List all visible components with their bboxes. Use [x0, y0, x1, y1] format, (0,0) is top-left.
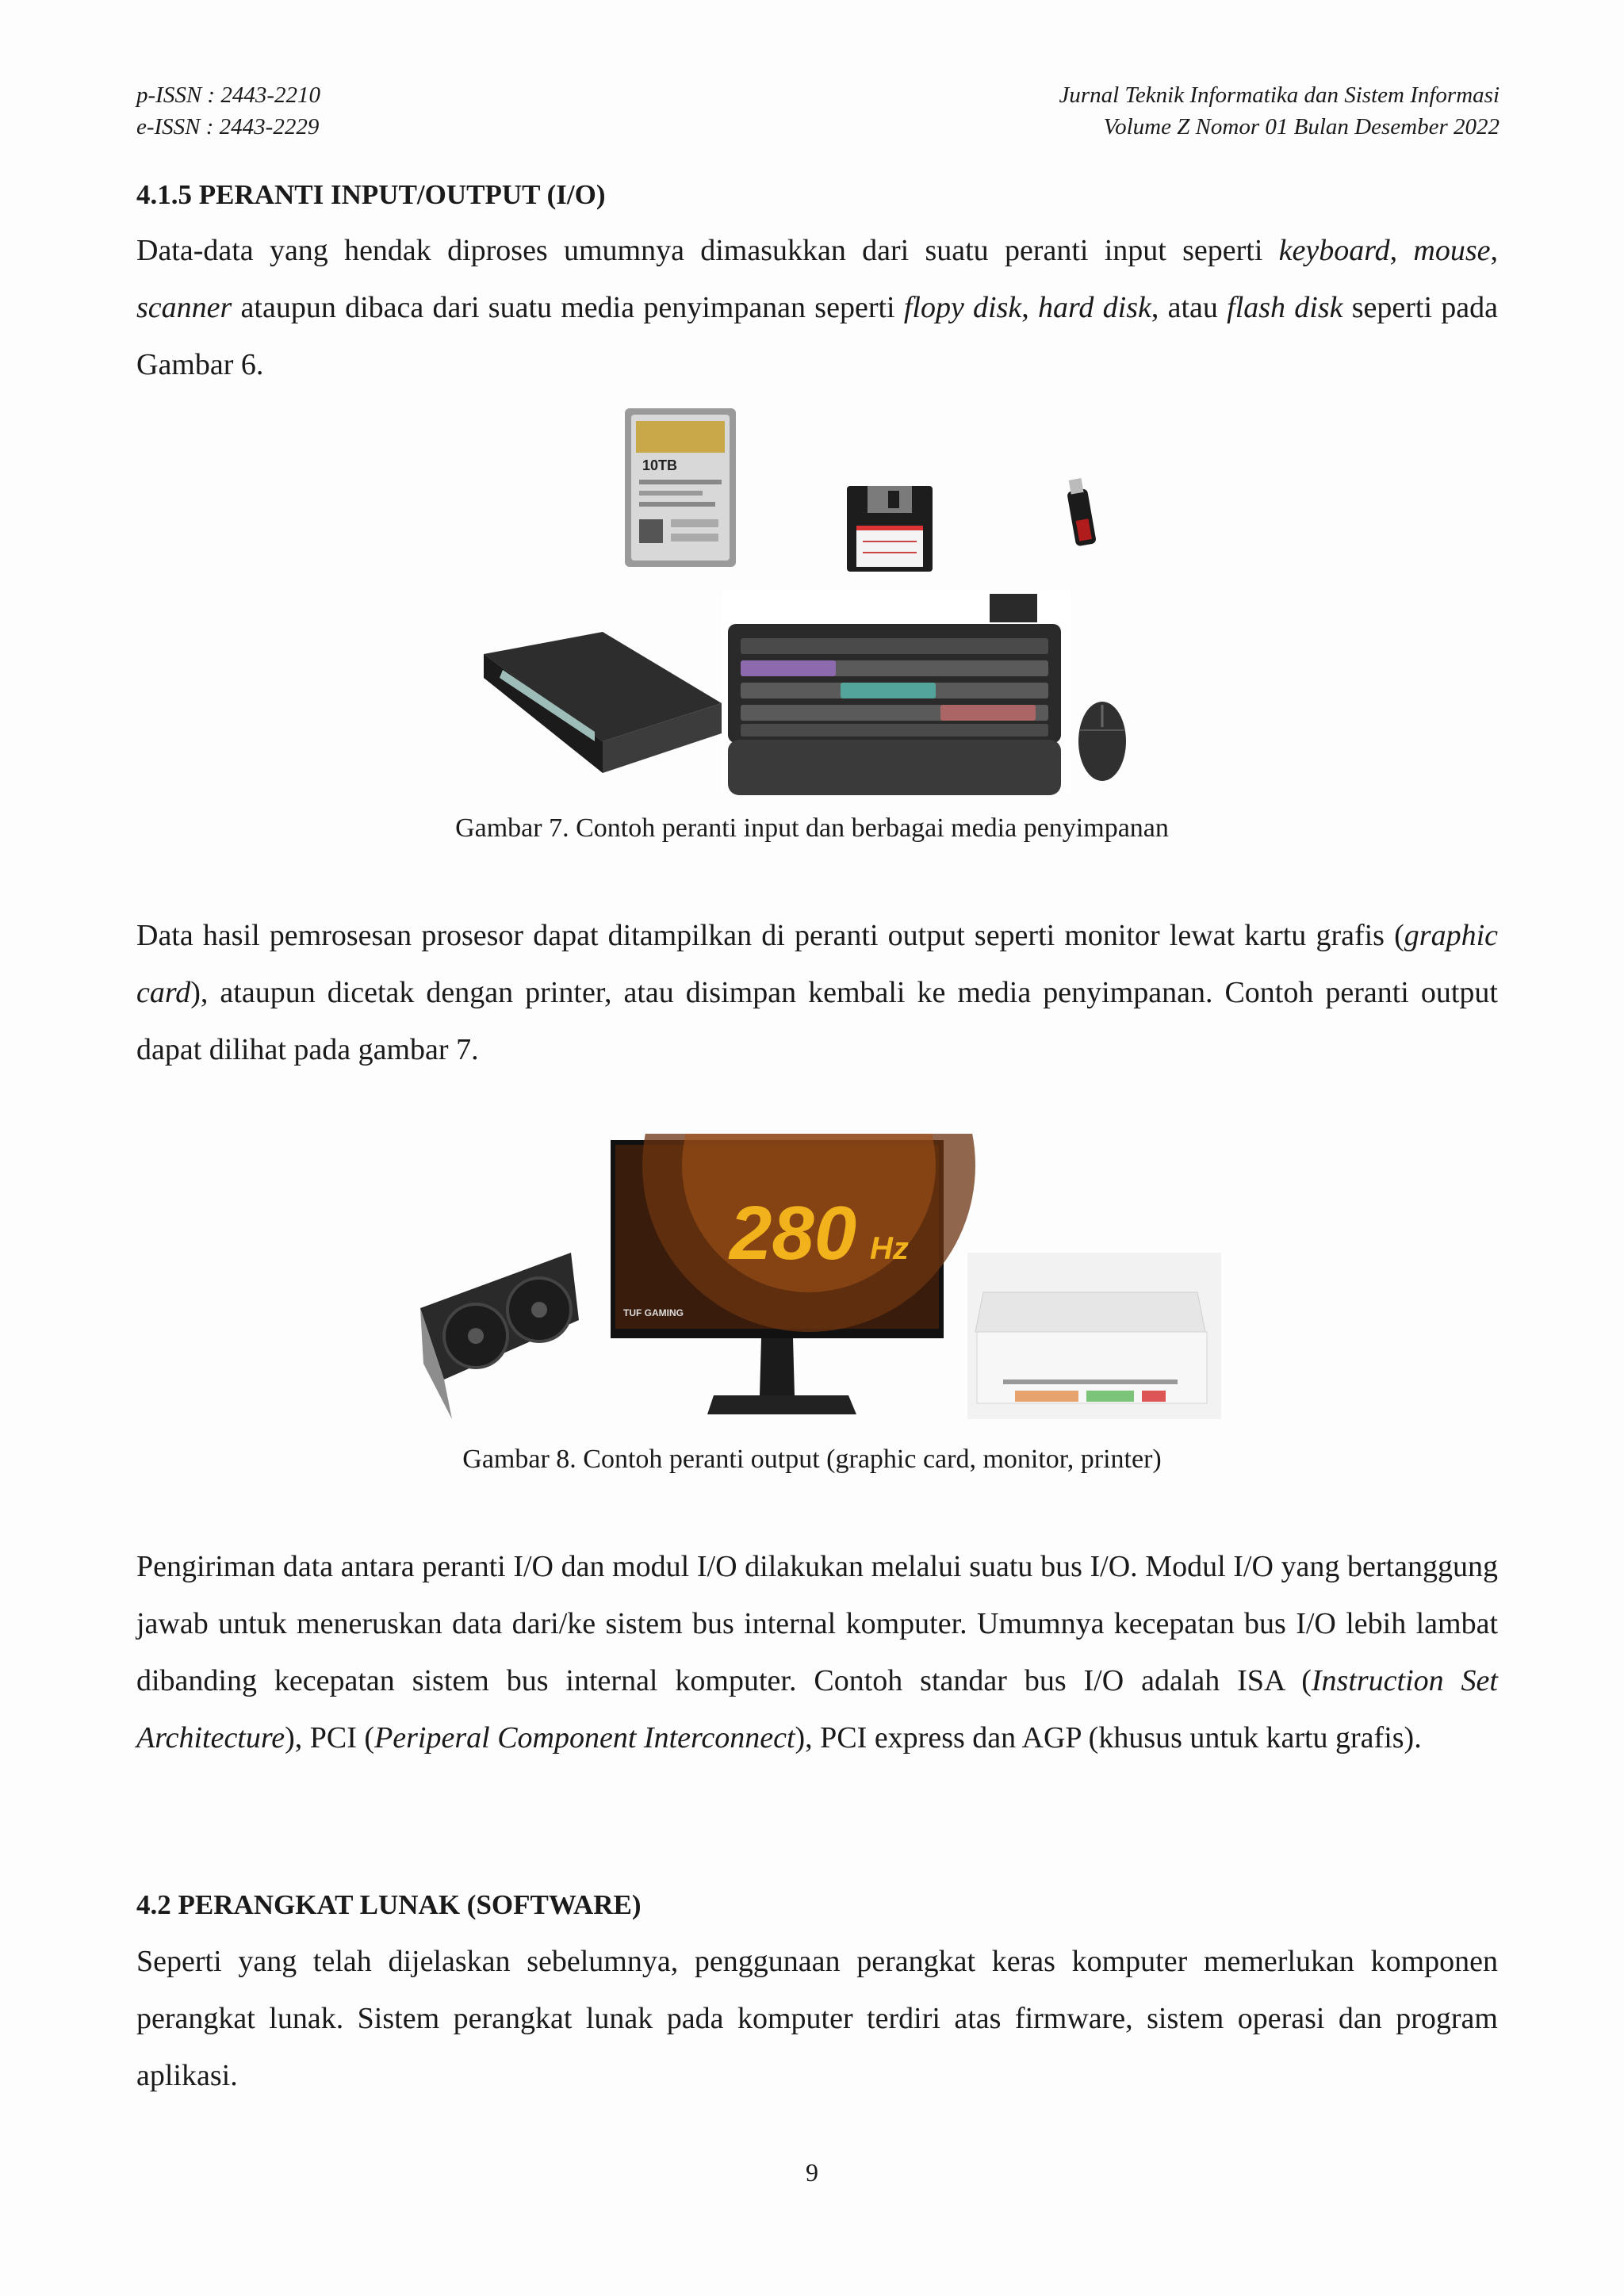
paragraph-input-devices: Data-data yang hendak diproses umumnya dimasukkan dari suatu peranti input seperti keyboard, mouse, scanner ataupun dibaca dari suatu media penyimpanan seperti flopy disk, hard disk, atau flash disk seperti pada Gambar 6.	[136, 234, 1499, 381]
paragraph-io-bus: Pengiriman data antara peranti I/O dan modul I/O dilakukan melalui suatu bus I/O. Modul I/O yang bertanggung jawab untuk meneruskan data dari/ke sistem bus internal komputer. Umumnya kecepatan bus I/O lebih lambat dibanding kecepatan sistem bus internal komputer. Contoh standar bus I/O adalah ISA (Instruction Set Architecture), PCI (Periperal Component Interconnect), PCI express dan AGP (khusus untuk kartu grafis).	[136, 1550, 1498, 1755]
scanner-image	[484, 632, 722, 773]
mouse-image	[1078, 702, 1126, 781]
flash-disk-image	[1065, 477, 1097, 546]
journal-volume: Volume Z Nomor 01 Bulan Desember 2022	[1103, 114, 1500, 140]
figure-8-caption: Gambar 8. Contoh peranti output (graphic card, monitor, printer)	[462, 1445, 1162, 1474]
keyboard-image	[722, 591, 1071, 795]
e-issn: e-ISSN : 2443-2229	[136, 114, 320, 140]
monitor-refresh-unit: Hz	[870, 1231, 909, 1266]
figure-7-input-devices	[476, 400, 1150, 797]
hard-disk-image	[625, 408, 736, 567]
journal-name: Jurnal Teknik Informatika dan Sistem Informasi	[1059, 82, 1500, 108]
printer-image	[967, 1253, 1221, 1419]
figure-7-illustration	[476, 400, 1150, 797]
hdd-capacity-label: 10TB	[642, 457, 678, 473]
journal-block	[1059, 79, 1500, 143]
monitor-brand-text: TUF GAMING	[623, 1307, 684, 1318]
section-title-software: 4.2 PERANGKAT LUNAK (SOFTWARE)	[136, 1889, 642, 1920]
section-title-io: 4.1.5 PERANTI INPUT/OUTPUT (I/O)	[136, 179, 606, 210]
monitor-refresh-rate: 280	[730, 1191, 857, 1276]
monitor-image	[611, 1134, 975, 1414]
floppy-disk-image	[847, 486, 933, 572]
paragraph-software: Seperti yang telah dijelaskan sebelumnya, penggunaan perangkat keras komputer memerlukan komponen perangkat lunak. Sistem perangkat lunak pada komputer terdiri atas firmware, sistem operasi dan program aplikasi.	[136, 1945, 1498, 2092]
figure-8-illustration	[412, 1134, 1221, 1435]
page-number: 9	[806, 2158, 818, 2187]
figure-8-output-devices	[412, 1134, 1221, 1435]
p-issn: p-ISSN : 2443-2210	[136, 82, 320, 108]
issn-block	[136, 79, 320, 143]
graphic-card-image	[420, 1253, 579, 1419]
figure-7-caption: Gambar 7. Contoh peranti input dan berbagai media penyimpanan	[455, 813, 1169, 843]
paragraph-output-devices: Data hasil pemrosesan prosesor dapat ditampilkan di peranti output seperti monitor lewat kartu grafis (graphic card), ataupun dicetak dengan printer, atau disimpan kembali ke media penyimpanan. Contoh peranti output dapat dilihat pada gambar 7.	[136, 919, 1498, 1066]
